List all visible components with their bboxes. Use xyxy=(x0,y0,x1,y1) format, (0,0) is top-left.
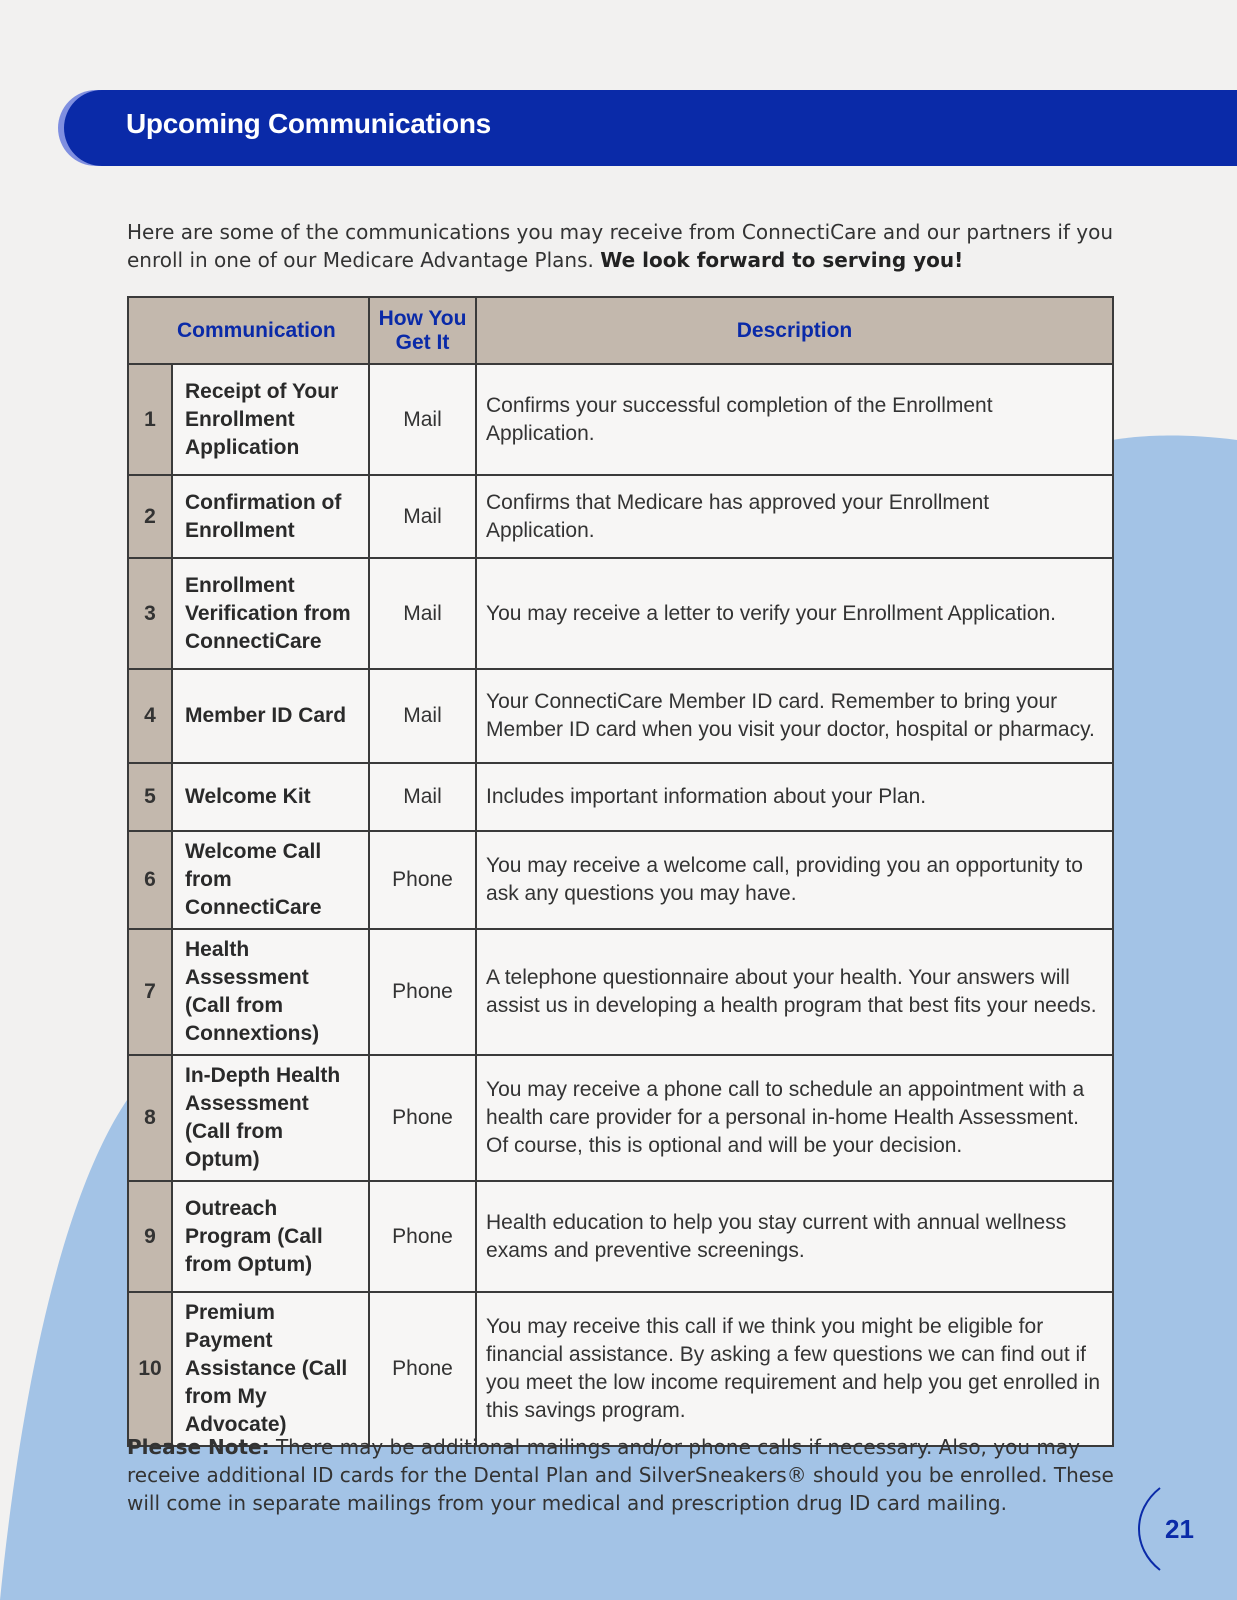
table-row xyxy=(128,669,1113,763)
delivery-method: Phone xyxy=(369,1055,476,1181)
delivery-method: Phone xyxy=(369,1181,476,1292)
table-row xyxy=(128,929,1113,1055)
row-description: You may receive a letter to verify your Enrollment Application. xyxy=(476,558,1113,669)
please-note xyxy=(127,1433,1127,1517)
row-number: 9 xyxy=(128,1181,172,1292)
page-number: 21 xyxy=(1165,1514,1194,1544)
row-number: 3 xyxy=(128,558,172,669)
communication-name: Premium Payment Assistance (Call from My Advocate) xyxy=(172,1292,369,1446)
row-description: You may receive this call if we think you might be eligible for financial assistance. By asking a few questions we can find out if you meet the low income requirement and help you get enrolled in this savings program. xyxy=(476,1292,1113,1446)
communication-name: Confirmation of Enrollment xyxy=(172,475,369,558)
row-description: A telephone questionnaire about your health. Your answers will assist us in developing a health program that best fits your needs. xyxy=(476,929,1113,1055)
intro-text: Here are some of the communications you may receive from ConnectiCare and our partners if you enroll in one of our Medicare Advantage Plans. xyxy=(127,220,1114,272)
communication-name: Enrollment Verification from ConnectiCare xyxy=(172,558,369,669)
table-row xyxy=(128,558,1113,669)
intro-emphasis: We look forward to serving you! xyxy=(600,248,964,272)
row-number: 7 xyxy=(128,929,172,1055)
delivery-method: Mail xyxy=(369,364,476,475)
delivery-method: Mail xyxy=(369,475,476,558)
table-row xyxy=(128,1181,1113,1292)
header-how-you-get-it: How You Get It xyxy=(369,297,476,364)
delivery-method: Phone xyxy=(369,929,476,1055)
communications-table xyxy=(127,296,1114,1447)
table-row xyxy=(128,763,1113,831)
row-description: Your ConnectiCare Member ID card. Remember to bring your Member ID card when you visit your doctor, hospital or pharmacy. xyxy=(476,669,1113,763)
delivery-method: Mail xyxy=(369,763,476,831)
communication-name: Outreach Program (Call from Optum) xyxy=(172,1181,369,1292)
page-title: Upcoming Communications xyxy=(126,108,491,139)
communication-name: Welcome Kit xyxy=(172,763,369,831)
table-row xyxy=(128,1055,1113,1181)
communication-name: In-Depth Health Assessment (Call from Optum) xyxy=(172,1055,369,1181)
note-label: Please Note: xyxy=(127,1435,270,1459)
intro-paragraph xyxy=(127,218,1117,274)
delivery-method: Mail xyxy=(369,558,476,669)
row-description: Confirms your successful completion of the Enrollment Application. xyxy=(476,364,1113,475)
row-description: You may receive a welcome call, providing you an opportunity to ask any questions you may have. xyxy=(476,831,1113,929)
row-description: Includes important information about your Plan. xyxy=(476,763,1113,831)
row-description: Health education to help you stay current with annual wellness exams and preventive screenings. xyxy=(476,1181,1113,1292)
note-text: There may be additional mailings and/or phone calls if necessary. Also, you may receive additional ID cards for the Dental Plan and SilverSneakers® should you be enrolled. These will come in separate mailings from your medical and prescription drug ID card mailing. xyxy=(127,1435,1114,1515)
section-banner xyxy=(64,90,1237,166)
table-row xyxy=(128,831,1113,929)
row-description: Confirms that Medicare has approved your Enrollment Application. xyxy=(476,475,1113,558)
communication-name: Receipt of Your Enrollment Application xyxy=(172,364,369,475)
row-description: You may receive a phone call to schedule an appointment with a health care provider for a personal in-home Health Assessment. Of course, this is optional and will be your decision. xyxy=(476,1055,1113,1181)
row-number: 5 xyxy=(128,763,172,831)
table-header-row xyxy=(128,297,1113,364)
header-description: Description xyxy=(476,297,1113,364)
table-row xyxy=(128,1292,1113,1446)
row-number: 10 xyxy=(128,1292,172,1446)
header-communication: Communication xyxy=(128,297,369,364)
communication-name: Health Assessment (Call from Connextions) xyxy=(172,929,369,1055)
communication-name: Welcome Call from ConnectiCare xyxy=(172,831,369,929)
delivery-method: Phone xyxy=(369,1292,476,1446)
row-number: 2 xyxy=(128,475,172,558)
delivery-method: Mail xyxy=(369,669,476,763)
table-row xyxy=(128,364,1113,475)
row-number: 4 xyxy=(128,669,172,763)
row-number: 1 xyxy=(128,364,172,475)
delivery-method: Phone xyxy=(369,831,476,929)
table-row xyxy=(128,475,1113,558)
communication-name: Member ID Card xyxy=(172,669,369,763)
row-number: 8 xyxy=(128,1055,172,1181)
row-number: 6 xyxy=(128,831,172,929)
